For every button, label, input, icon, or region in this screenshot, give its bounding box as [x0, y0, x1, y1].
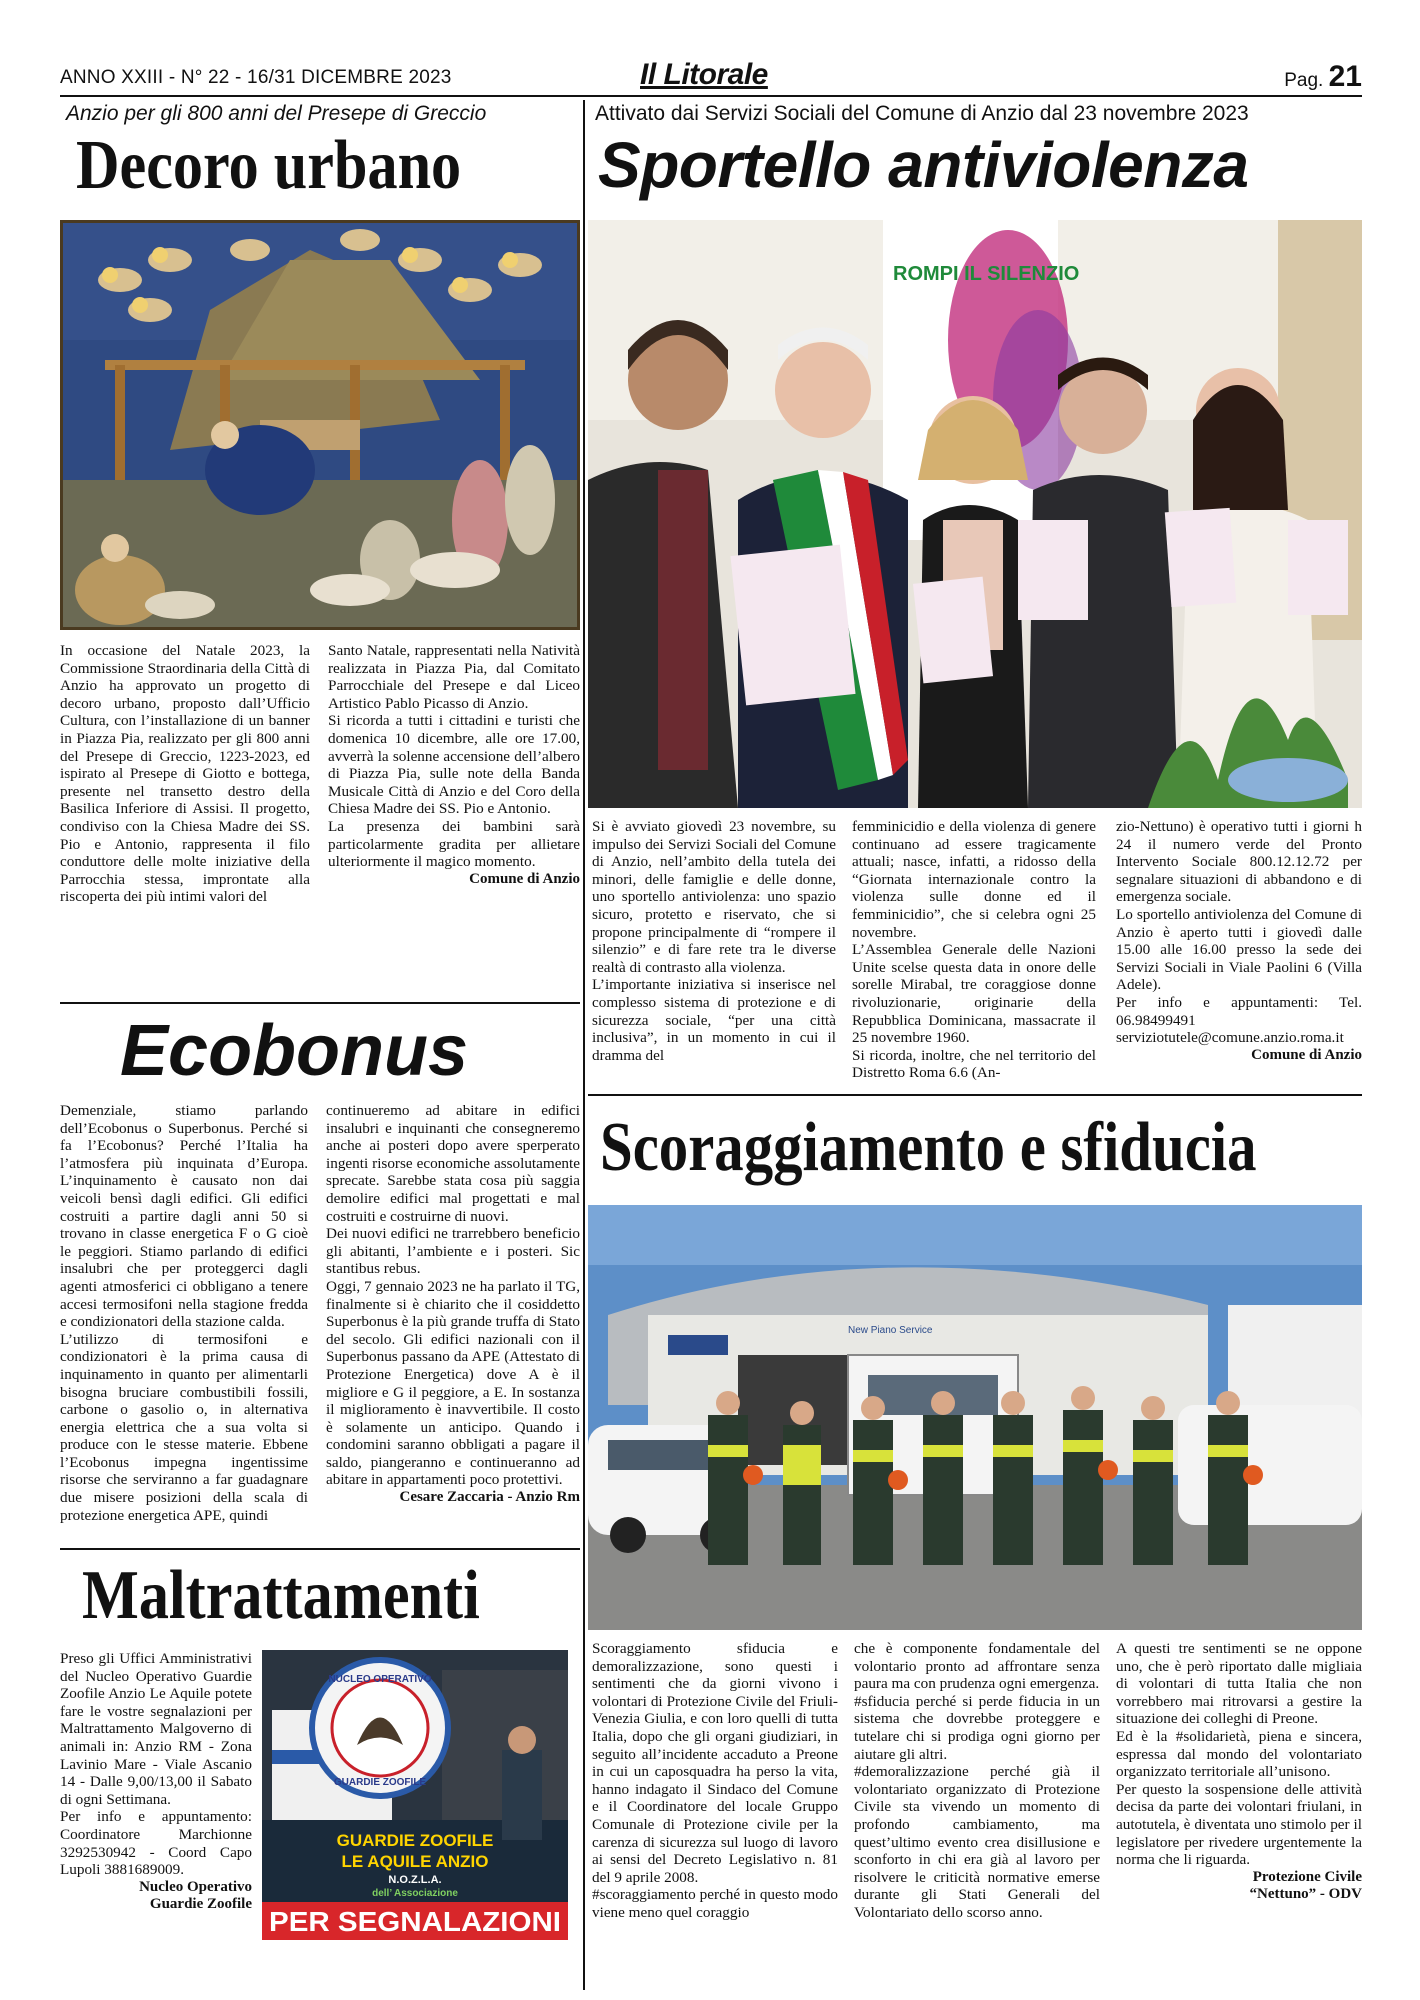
- ecobonus-paragraph: Dei nuovi edifici ne trarrebbero beneficio gli abitanti, l’ambiente e i posteri. Sic stantibus rebus.: [326, 1225, 580, 1278]
- sportello-paragraph: L’Assemblea Generale delle Nazioni Unite scelse questa data in onore delle sorelle Mirabal, tre coraggiose donne rivoluzionarie, originarie della Repubblica Dominicana, massacrate il 25 novembre 1960.: [852, 941, 1096, 1047]
- decoro-kicker: Anzio per gli 800 anni del Presepe di Greccio: [66, 102, 487, 125]
- scoraggiamento-column-2: [854, 1640, 1100, 1922]
- poster-association: dell’ Associazione: [372, 1888, 458, 1899]
- decoro-paragraph: In occasione del Natale 2023, la Commissione Straordinaria della Città di Anzio ha approvato un progetto di decoro urbano, proposto dall’Ufficio Cultura, con l’installazione di un banner in Piazza Pia, realizzato per gli 800 anni del Presepe di Greccio, 1223-2023, ed ispirato al Presepe di Giotto e bottega, presente nel transetto destro della Basilica Inferiore di Assisi. Il progetto, condiviso con la Chiesa Madre dei SS. Pio e Antonio, rappresenta il filo conduttore delle molte iniziative della Parrocchia stessa, improntate alla riscoperta dei più intimi valori del: [60, 642, 310, 906]
- divider-sportello-scoraggiamento: [588, 1094, 1362, 1096]
- scoraggiamento-paragraph: Per questo la sospensione delle attività decisa da parte dei volontari friulani, in autotutela, è diventata uno stimolo per il legislatore per rivedere urgentemente la norma che li riguarda.: [1116, 1780, 1362, 1869]
- scoraggiamento-signature-1: Protezione Civile: [1252, 1868, 1362, 1885]
- sportello-paragraph: L’importante iniziativa si inserisce nel complesso sistema di protezione e di sicurezza sociale, “per una città inclusiva”, in un momento in cui il dramma del: [592, 976, 836, 1064]
- maltrattamenti-paragraph: Preso gli Uffici Amministrativi del Nucleo Operativo Guardie Zoofile Anzio Le Aquile potete fare le vostre segnalazioni per Maltrattamento Malgoverno di animali in: Anzio RM - Zona Lavinio Mare - Viale Ascanio 14 - Dalle 9,00/13,00 il Sabato di ogni Settimana.: [60, 1650, 252, 1808]
- scoraggiamento-paragraph: Ed è la #solidarietà, piena e sincera, espressa dal mondo del volontariato organizzato territoriale all’unisono.: [1116, 1727, 1362, 1781]
- sportello-paragraph: Per info e appuntamenti: Tel. 06.98499491: [1116, 993, 1362, 1029]
- sportello-paragraph: Lo sportello antiviolenza del Comune di Anzio è aperto tutti i giovedì dalle 15.00 alle 16.00 presso la sede dei Servizi Sociali in Viale Paolini 6 (Villa Adele).: [1116, 905, 1362, 994]
- sportello-column-1: [592, 818, 836, 1064]
- sportello-paragraph: Si ricorda, inoltre, che nel territorio del Distretto Roma 6.6 (An-: [852, 1046, 1096, 1082]
- page-label: Pag.: [1284, 70, 1324, 91]
- scoraggiamento-paragraph: Scoraggiamento sfiducia e demoralizzazione, sono questi i sentimenti che da giorni vivono i volontari di Protezione Civile del Friuli-Venezia Giulia, e con loro quelli di tutta Italia, dopo che gli organi giudiziari, in seguito all’incidente accaduto a Preone in cui un caposquadra ha perso la vita, hanno indagato il Sindaco del Comune e il Coordinatore del locale Gruppo Comunale di Protezione civile per la carenza di sicurezza sul luogo di lavoro ai sensi del Decreto Legislativo n. 81 del 9 aprile 2008.: [592, 1640, 838, 1886]
- divider-ecobonus-maltrattamenti: [60, 1548, 580, 1550]
- scoraggiamento-paragraph: #demoralizzazione perché già il volontariato organizzato di Protezione Civile sta vivendo un momento di profondo cambiamento, ma quest’ultimo evento crea disillusione e sconforto in chi era già al lavoro per risolvere le criticità normative emerse durante gli Stati Generali del Volontariato dello scorso anno.: [854, 1763, 1100, 1921]
- guardie-zoofile-poster: [262, 1650, 568, 1940]
- page-number-value: 21: [1328, 60, 1362, 93]
- scoraggiamento-paragraph: che è componente fondamentale del volontario pronto ad affrontare senza paura ma con prudenza ogni emergenza.: [854, 1640, 1100, 1693]
- scoraggiamento-column-3: [1116, 1640, 1362, 1904]
- maltrattamenti-title: Maltrattamenti: [82, 1557, 480, 1634]
- sportello-paragraph: Si è avviato giovedì 23 novembre, su impulso dei Servizi Sociali del Comune di Anzio, nell’ambito della tutela dei minori, delle famiglie e delle donne, uno sportello antiviolenza: uno spazio sicuro, protetto e riservato, che si propone principalmente di “rompere il silenzio” e di fare rete tra le diverse realtà di contrasto alla violenza.: [592, 818, 836, 976]
- badge-ring-top: NUCLEO OPERATIVO: [328, 1674, 432, 1685]
- maltrattamenti-paragraph: Per info e appuntamento: Coordinatore Marchionne 3292530942 - Coord Capo Lupoli 3881689009.: [60, 1808, 252, 1879]
- ecobonus-signature: Cesare Zaccaria - Anzio Rm: [399, 1489, 580, 1506]
- column-divider-main: [583, 100, 585, 1990]
- sportello-column-2: [852, 818, 1096, 1082]
- ecobonus-paragraph: continueremo ad abitare in edifici insalubri e inquinanti che consegneremo anche ai posteri dopo avere sperperato ingenti risorse economiche assolutamente sprecate. Sarebbe stata cosa più saggia demolire edifici mal progettati e mal costruiti e costruirne di nuovi.: [326, 1102, 580, 1225]
- issue-line: ANNO XXIII - N° 22 - 16/31 DICEMBRE 2023: [60, 67, 452, 88]
- scoraggiamento-paragraph: A questi tre sentimenti se ne oppone uno, che è però riportato dalle migliaia di volontari di tutta Italia che non vorrebbero mai ritrovarsi a gestire la situazione dei colleghi di Preone.: [1116, 1640, 1362, 1728]
- decoro-title: Decoro urbano: [76, 127, 462, 204]
- poster-text: ROMPI IL SILENZIO: [893, 263, 1080, 285]
- scoraggiamento-title: Scoraggiamento e sfiducia: [600, 1109, 1257, 1186]
- decoro-column-2: [328, 642, 580, 888]
- poster-title-line-1: GUARDIE ZOOFILE: [336, 1831, 494, 1850]
- ecobonus-column-1: [60, 1102, 308, 1524]
- sportello-signature: Comune di Anzio: [1251, 1046, 1362, 1063]
- sportello-paragraph: femminicidio e della violenza di genere continuano ad essere tragicamente attuali; nasce, infatti, a ridosso della “Giornata internazionale contro la violenza sulle donne ed il femminicidio”, che si celebra ogni 25 novembre.: [852, 818, 1096, 941]
- page-number: [1284, 60, 1362, 94]
- maltrattamenti-signature-2: Guardie Zoofile: [149, 1896, 252, 1913]
- divider-decoro-ecobonus: [60, 1002, 580, 1004]
- header-rule: [60, 95, 1362, 97]
- scoraggiamento-signature-2: “Nettuno” - ODV: [1249, 1886, 1362, 1903]
- sportello-paragraph: zio-Nettuno) è operativo tutti i giorni h 24 il numero verde del Pronto Intervento Sociale 800.12.12.72 per segnalare situazioni di abbandono e di emergenza sociale.: [1116, 818, 1362, 906]
- decoro-column-1: [60, 642, 310, 906]
- ecobonus-paragraph: Oggi, 7 gennaio 2023 ne ha parlato il TG, finalmente si è chiarito che il cosiddetto Superbonus è la più grande truffa di Stato del secolo. Gli edifici nazionali con il Superbonus passano da APE (Attestato di Protezione Energetica) dove A è il migliore e G il peggiore, a E. In sostanza il miglioramento è inavvertibile. Il costo è solamente un anticipo. Quando i condomini saranno obbligati a pagare il saldo, piangeranno e continueranno ad abitare in appartamenti poco protettivi.: [326, 1277, 580, 1489]
- decoro-paragraph: La presenza dei bambini sarà particolarmente gradita per allietare ulteriormente il magico momento.: [328, 817, 580, 871]
- scoraggiamento-column-1: [592, 1640, 838, 1922]
- ecobonus-paragraph: L’utilizzo di termosifoni e condizionatori è la prima causa di inquinamento in quanto per alimentarli bisogna bruciare combustibili fossili, carbone o gasolio o, in alternativa energia elettrica che a sua volta si produce con le stesse materie. Ebbene l’Ecobonus impegna ingentissime risorse che serviranno a far guadagnare due misere posizioni della scala di protezione energetica APE, quindi: [60, 1330, 308, 1524]
- badge-ring-bottom: GUARDIE ZOOFILE: [333, 1777, 427, 1788]
- scoraggiamento-paragraph: #scoraggiamento perché in questo modo viene meno quel coraggio: [592, 1886, 838, 1921]
- building-sign: New Piano Service: [848, 1325, 933, 1336]
- ecobonus-paragraph: Demenziale, stiamo parlando dell’Ecobonus o Superbonus. Perché si fa l’Ecobonus? Perché l’Italia ha l’atmosfera più inquinata d’Europa. L’inquinamento è causato non dai veicoli bensì dagli edifici. Gli edifici costruiti a partire dagli anni 50 si trovano in classe energetica F o G cioè le peggiori. Stiamo parlando di edifici insalubri che per proteggerci dagli agenti atmosferici ci obbligano a tenere accesi termosifoni nella stagione fredda e condizionatori della stazione calda.: [60, 1102, 308, 1331]
- decoro-paragraph: Si ricorda a tutti i cittadini e turisti che domenica 10 dicembre, alle ore 17.00, avverrà la solenne accensione dell’albero di Piazza Pia, sulle note della Banda Musicale Città di Anzio e del Coro della Chiesa Madre dei SS. Pio e Antonio.: [328, 712, 580, 818]
- maltrattamenti-signature-1: Nucleo Operativo: [139, 1878, 252, 1895]
- sportello-group-photo: [588, 220, 1362, 808]
- sportello-email: serviziotutele@comune.anzio.roma.it: [1116, 1029, 1344, 1047]
- decoro-signature: Comune di Anzio: [469, 870, 580, 887]
- ecobonus-column-2: [326, 1102, 580, 1507]
- ecobonus-title: Ecobonus: [120, 1011, 469, 1091]
- sportello-kicker: Attivato dai Servizi Sociali del Comune di Anzio dal 23 novembre 2023: [595, 102, 1249, 125]
- scoraggiamento-paragraph: #sfiducia perché si perde fiducia in un sistema che dovrebbe proteggere e tutelare chi si prodiga ogni giorno per aiutare gli altri.: [854, 1692, 1100, 1763]
- poster-nozla: N.O.Z.L.A.: [388, 1874, 442, 1886]
- decoro-paragraph: Santo Natale, rappresentati nella Natività realizzata in Piazza Pia, dal Comitato Parrocchiale del Presepe e dal Liceo Artistico Pablo Picasso di Anzio.: [328, 642, 580, 712]
- sportello-column-3: [1116, 818, 1362, 1064]
- poster-title-line-2: LE AQUILE ANZIO: [341, 1852, 489, 1871]
- masthead: Il Litorale: [640, 58, 768, 91]
- protezione-civile-photo: [588, 1205, 1362, 1630]
- maltrattamenti-column: [60, 1650, 252, 1914]
- poster-banner-text: PER SEGNALAZIONI: [269, 1906, 561, 1937]
- sportello-title: Sportello antiviolenza: [598, 129, 1249, 201]
- giotto-nativity-image: [60, 220, 580, 630]
